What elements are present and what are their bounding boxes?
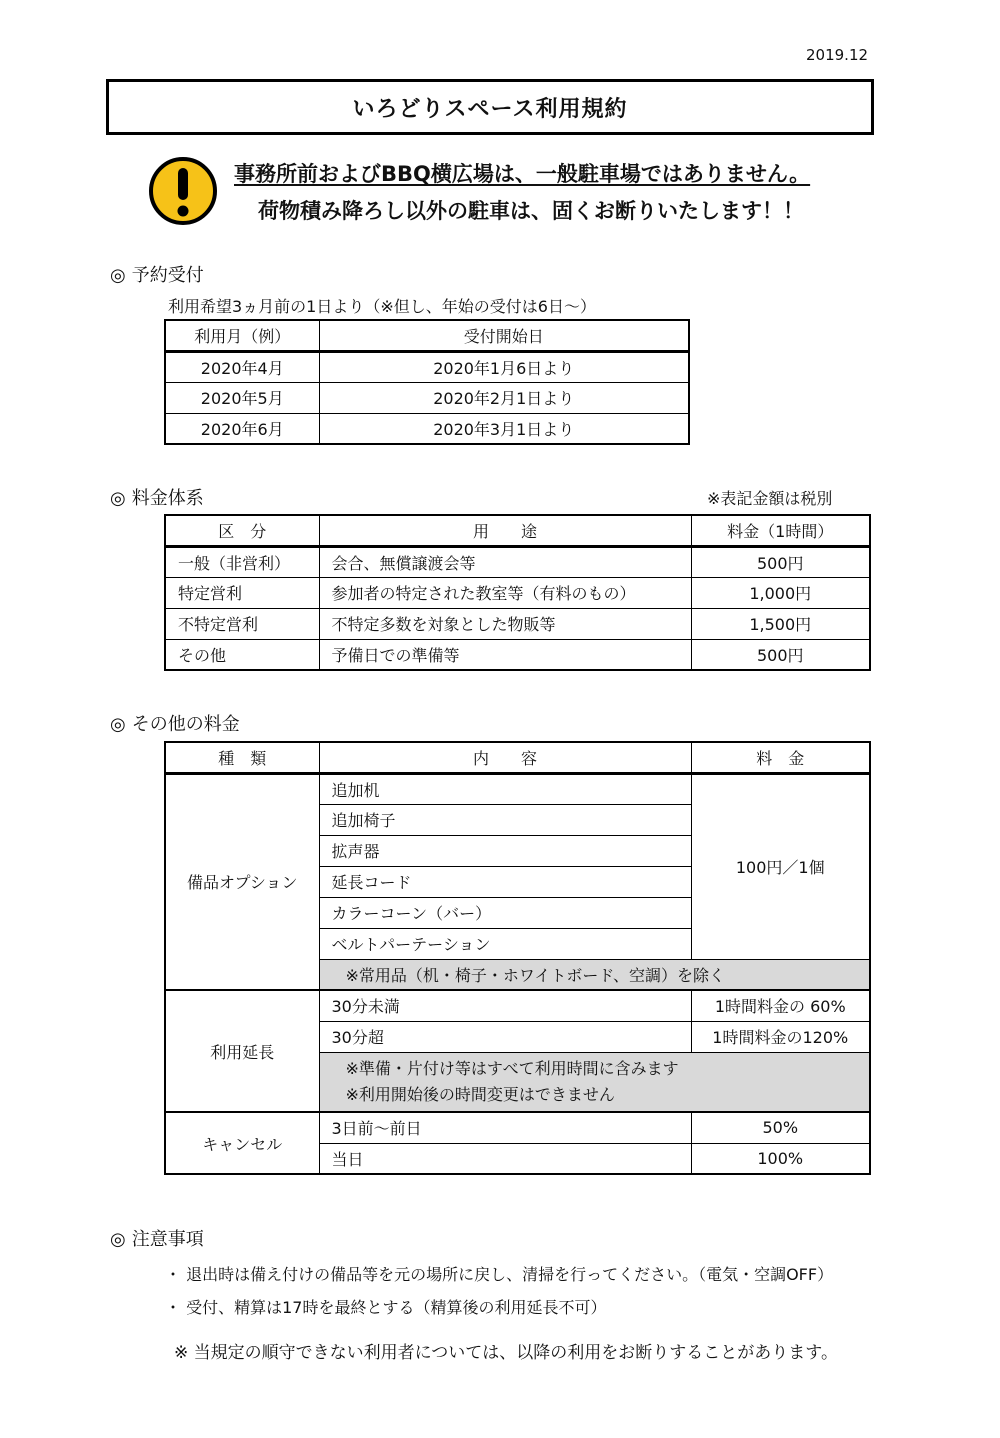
- cancel-item: 当日: [319, 1143, 691, 1174]
- column-header: 受付開始日: [319, 320, 689, 351]
- table-cell: 500円: [691, 546, 870, 577]
- table-cell: 不特定多数を対象とした物販等: [319, 608, 691, 639]
- notices-heading: [110, 1225, 204, 1251]
- other-fees-heading: [110, 710, 240, 736]
- table-row: [165, 351, 689, 382]
- equipment-price: 100円／1個: [691, 773, 870, 959]
- extension-category: 利用延長: [165, 990, 319, 1112]
- reservation-table: [164, 319, 690, 445]
- table-row: [165, 990, 870, 1021]
- column-header: 区 分: [165, 515, 319, 546]
- table-row: [165, 608, 870, 639]
- table-cell: その他: [165, 639, 319, 670]
- reservation-note: 利用希望3ヵ月前の1日より（※但し、年始の受付は6日～）: [168, 297, 596, 316]
- warning-bar: [178, 168, 188, 200]
- table-cell: 不特定営利: [165, 608, 319, 639]
- equipment-note: ※常用品（机・椅子・ホワイトボード、空調）を除く: [319, 959, 870, 990]
- notices-heading-text: 注意事項: [131, 1229, 204, 1250]
- column-header: 種 類: [165, 742, 319, 773]
- table-cell: 1,000円: [691, 577, 870, 608]
- notice-item: ・ 受付、精算は17時を最終とする（精算後の利用延長不可）: [165, 1298, 607, 1317]
- equipment-item: 延長コード: [319, 866, 691, 897]
- extension-notes: [319, 1052, 870, 1112]
- table-cell: 500円: [691, 639, 870, 670]
- warning-dot: [178, 206, 189, 217]
- column-header: 内 容: [319, 742, 691, 773]
- table-cell: 特定営利: [165, 577, 319, 608]
- section-mark: ◎: [110, 488, 126, 509]
- cancel-fee: 50%: [691, 1112, 870, 1143]
- equipment-item: カラーコーン（バー）: [319, 897, 691, 928]
- tax-note: ※表記金額は税別: [707, 489, 833, 508]
- equipment-item: 追加机: [319, 773, 691, 804]
- table-cell: 2020年5月: [165, 382, 319, 413]
- column-header: 料金（1時間）: [691, 515, 870, 546]
- table-cell: 2020年6月: [165, 413, 319, 444]
- document-title: いろどりスペース利用規約: [106, 79, 874, 135]
- table-row: [165, 1112, 870, 1143]
- extension-price: 1時間料金の120%: [691, 1021, 870, 1052]
- fees-heading: [110, 484, 204, 510]
- fees-table: [164, 514, 871, 671]
- fees-heading-text: 料金体系: [131, 488, 204, 509]
- section-mark: ◎: [110, 265, 126, 286]
- table-cell: 2020年3月1日より: [319, 413, 689, 444]
- extension-item: 30分超: [319, 1021, 691, 1052]
- section-mark: ◎: [110, 1229, 126, 1250]
- table-row: [165, 577, 870, 608]
- extension-price: 1時間料金の 60%: [691, 990, 870, 1021]
- table-header-row: [165, 515, 870, 546]
- notice-item: ・ 退出時は備え付けの備品等を元の場所に戻し、清掃を行ってください。（電気・空調OFF）: [165, 1265, 834, 1284]
- parking-warning-line2: 荷物積み降ろし以外の駐車は、固くお断りいたします！！: [258, 199, 804, 223]
- exclamation-circle-icon: [148, 156, 218, 226]
- table-row: [165, 546, 870, 577]
- table-cell: 予備日での準備等: [319, 639, 691, 670]
- table-row: [165, 413, 689, 444]
- table-cell: 2020年1月6日より: [319, 351, 689, 382]
- extension-item: 30分未満: [319, 990, 691, 1021]
- table-row: [165, 639, 870, 670]
- table-cell: 参加者の特定された教室等（有料のもの）: [319, 577, 691, 608]
- table-header-row: [165, 320, 689, 351]
- document-date: 2019.12: [806, 46, 869, 64]
- cancel-category: キャンセル: [165, 1112, 319, 1174]
- final-notice: ※ 当規定の順守できない利用者については、以降の利用をお断りすることがあります。: [174, 1343, 838, 1363]
- table-cell: 一般（非営利）: [165, 546, 319, 577]
- table-cell: 1,500円: [691, 608, 870, 639]
- table-row: [165, 773, 870, 804]
- equipment-item: 追加椅子: [319, 804, 691, 835]
- other-fees-heading-text: その他の料金: [131, 714, 240, 735]
- reservation-heading-text: 予約受付: [131, 265, 204, 286]
- equipment-item: ベルトパーテーション: [319, 928, 691, 959]
- cancel-item: 3日前～前日: [319, 1112, 691, 1143]
- extension-note: ※準備・片付け等はすべて利用時間に含みます: [345, 1058, 679, 1078]
- table-row: [165, 382, 689, 413]
- section-mark: ◎: [110, 714, 126, 735]
- equipment-category: 備品オプション: [165, 773, 319, 990]
- equipment-item: 拡声器: [319, 835, 691, 866]
- column-header: 用 途: [319, 515, 691, 546]
- table-header-row: [165, 742, 870, 773]
- cancel-fee: 100%: [691, 1143, 870, 1174]
- extension-note: ※利用開始後の時間変更はできません: [345, 1084, 615, 1104]
- other-fees-table: [164, 741, 871, 1175]
- column-header: 利用月（例）: [165, 320, 319, 351]
- column-header: 料 金: [691, 742, 870, 773]
- table-cell: 2020年4月: [165, 351, 319, 382]
- reservation-heading: [110, 261, 204, 287]
- table-cell: 会合、無償譲渡会等: [319, 546, 691, 577]
- parking-warning-line1: 事務所前およびBBQ横広場は、一般駐車場ではありません。: [234, 162, 811, 186]
- table-cell: 2020年2月1日より: [319, 382, 689, 413]
